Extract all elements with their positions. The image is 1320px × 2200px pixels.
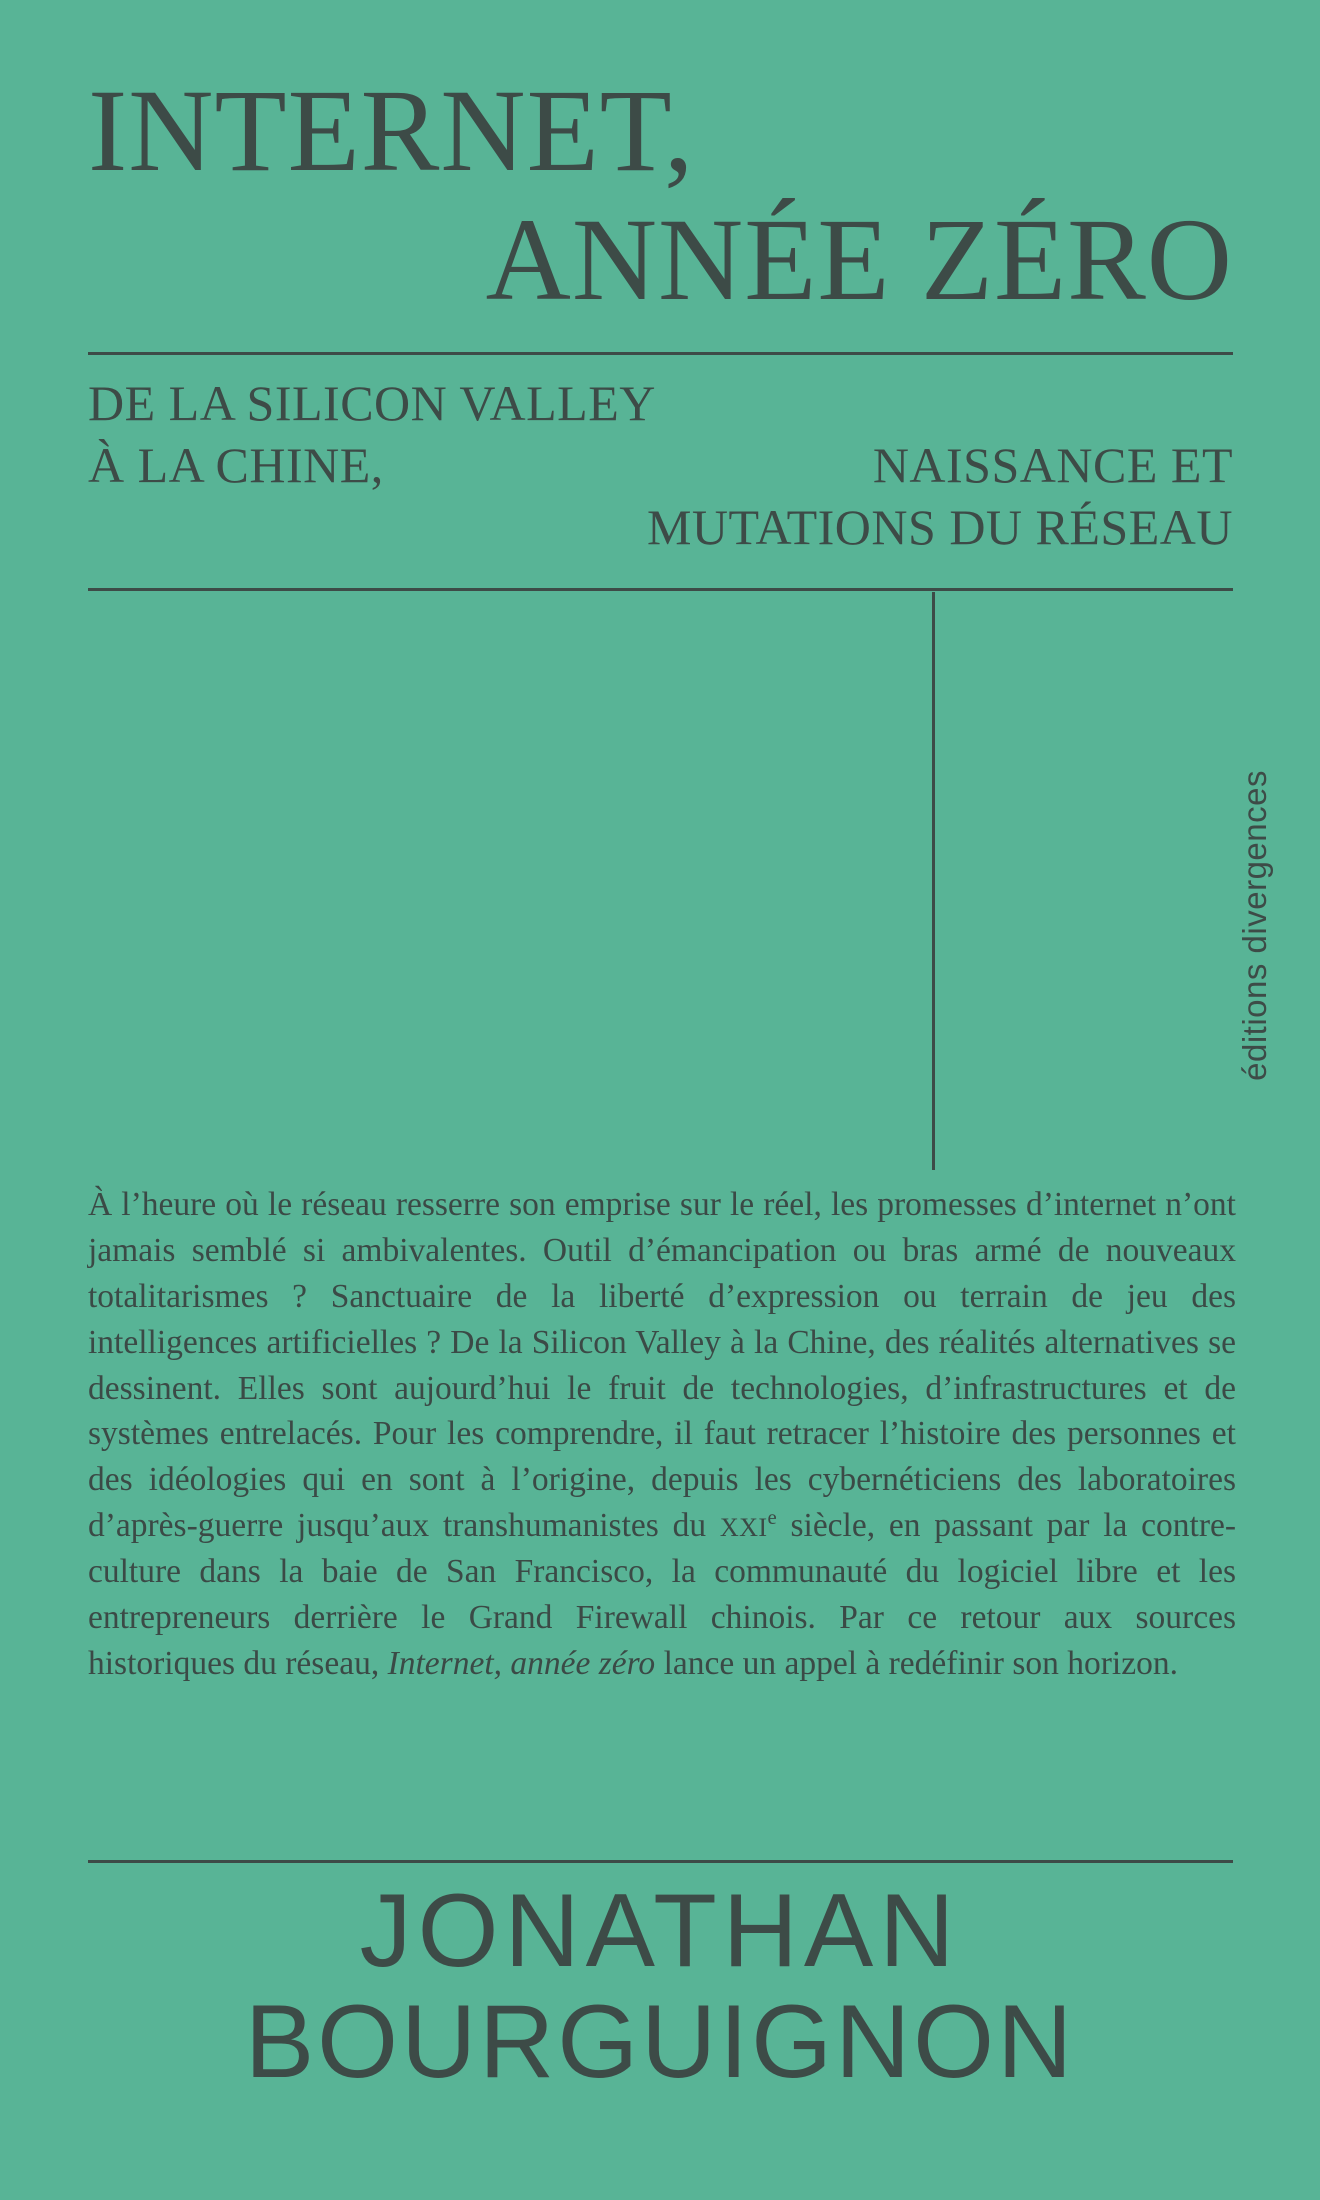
author-first-name: JONATHAN xyxy=(359,1873,961,1989)
subtitle-line-2-right: NAISSANCE ET xyxy=(872,437,1233,493)
title-line-2: ANNÉE ZÉRO xyxy=(485,194,1233,325)
publisher-name: éditions divergences xyxy=(1236,770,1273,1081)
subtitle-line-1: DE LA SILICON VALLEY xyxy=(88,375,656,431)
abstract-part-3: lance un appel à redéfinir son horizon. xyxy=(655,1644,1178,1682)
author-name xyxy=(60,1873,1260,2101)
subtitle-line-2 xyxy=(88,434,1233,496)
subtitle-line-3: MUTATIONS DU RÉSEAU xyxy=(646,499,1233,555)
back-cover-abstract xyxy=(88,1182,1236,1687)
abstract-century-superscript: e xyxy=(767,1506,777,1530)
subtitle-line-2-left: À LA CHINE, xyxy=(88,437,384,493)
abstract-century-smallcaps: XXI xyxy=(719,1513,768,1543)
divider-above-author xyxy=(88,1860,1233,1863)
book-subtitle xyxy=(88,372,1233,558)
abstract-italic-title: Internet, année zéro xyxy=(387,1644,656,1682)
divider-below-subtitle xyxy=(88,588,1233,591)
abstract-part-1: À l’heure où le réseau resserre son emprise sur le réel, les promesses d’internet n’ont jamais semblé si ambivalentes. Outil d’émancipation ou bras armé de nouveaux totalitarismes ? Sanctuaire de la liberté d’expression ou terrain de jeu des intelligences artificielles ? De la Silicon Valley à la Chine, des réalités alternatives se dessinent. Elles sont aujourd’hui le fruit de technologies, d’infrastructures et de systèmes entrelacés. Pour les comprendre, il faut retracer l’histoire des personnes et des idéologies qui en sont à l’origine, depuis les cybernéticiens des laboratoires d’après-guerre jusqu’aux transhumanistes du xyxy=(88,1186,1236,1545)
author-last-name: BOURGUIGNON xyxy=(244,1984,1076,2101)
title-line-1: INTERNET, xyxy=(88,65,695,196)
abstract-part-2: siècle, en passant par la contre-culture dans la baie de San Francisco, la communauté du logiciel libre et les entrepreneurs derrière le Grand Firewall chinois. Par ce retour aux sources historiques du réseau, xyxy=(88,1507,1236,1682)
vertical-divider xyxy=(932,592,935,1170)
book-title xyxy=(88,65,1233,325)
divider-above-subtitle xyxy=(88,352,1233,355)
